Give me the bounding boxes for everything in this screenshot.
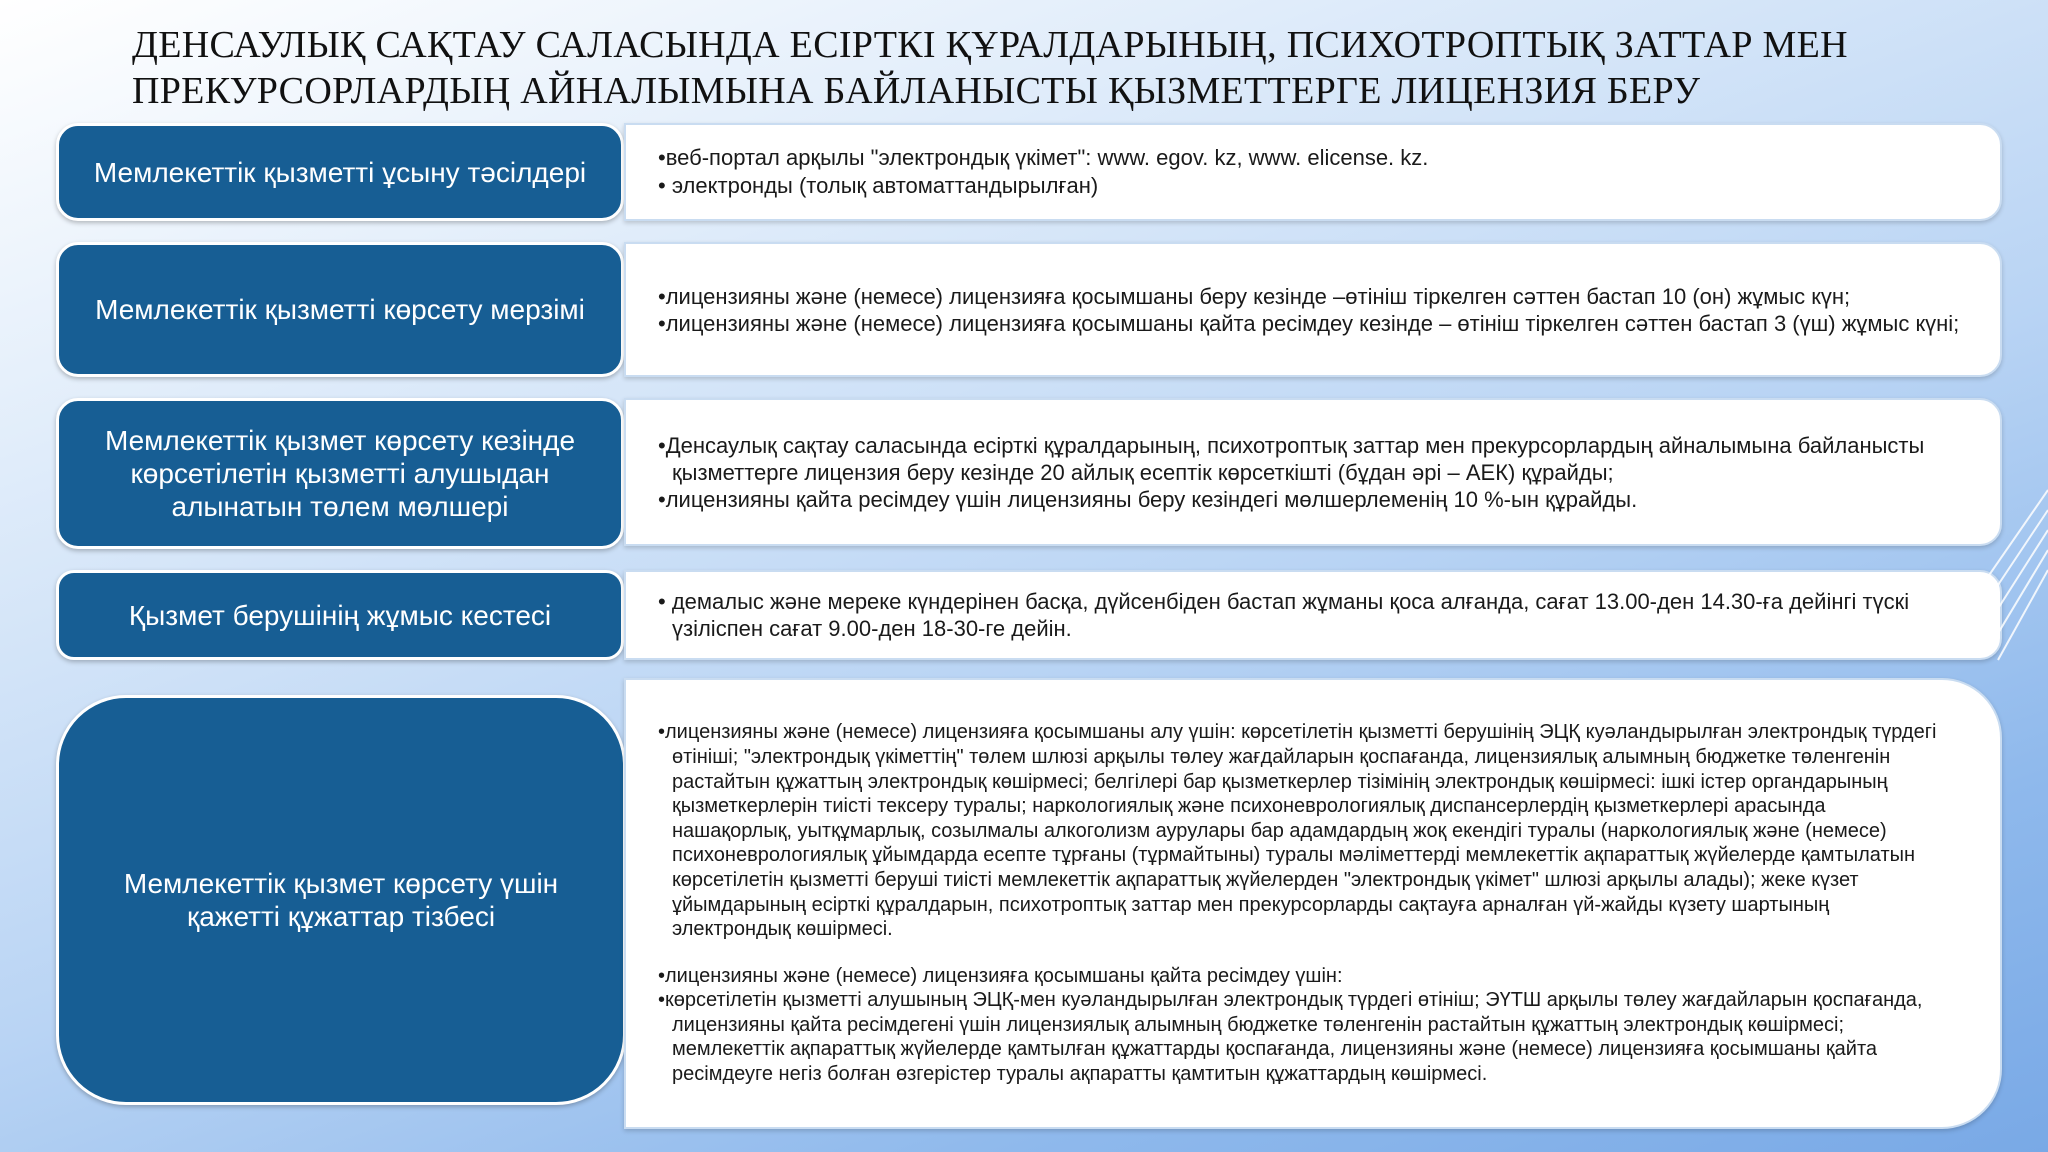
row-4-label: Қызмет берушінің жұмыс кестесі	[56, 570, 624, 660]
row-5-item-2: •лицензияны және (немесе) лицензияға қосымшаны қайта ресімдеу үшін:	[658, 964, 1343, 987]
row-5-panel	[624, 678, 2002, 1129]
row-5-item-1: •лицензияны және (немесе) лицензияға қосымшаны алу үшін: көрсетілетін қызметті берушінің ЭЦҚ куәландырылған электрондық түрдегі өтініші; "электрондық үкіметтің" төлем шлюзі арқылы төлеу жағдайларын қоспағанда, лицензиялық алымның бюджетке төленгенін растайтын құжаттың электрондық көшірмесі; белгілері бар қызметкерлер тізімінің электрондық көшірмесі: ішкі істер органдарының қызметкерлерін тиісті тексеру туралы; наркологиялық және психоневрологиялық диспансерлердің қызметкерлері арасында нашақорлық, уытқұмарлық, созылмалы алкоголизм аурулары бар адамдардың жоқ екендігі туралы (наркологиялық және (немесе) психоневрологиялық ұйымдарда есепте тұрғаны (тұрмайтыны) туралы мәліметтерді мемлекеттік ақпараттық жүйелерде қамтылатын көрсетілетін қызметті беруші тиісті мемлекеттік ақпараттық жүйелерден "электрондық үкімет" шлюзі арқылы алады); жеке күзет ұйымдарының есірткі құралдарын, психотроптық заттар мен прекурсорларды сақтауға арналған үй-жайды күзету шартының электрондық көшірмесі.	[658, 721, 1937, 941]
row-2-item-1: •лицензияны және (немесе) лицензияға қосымшаны беру кезінде –өтініш тіркелген сәттен бастап 10 (он) жұмыс күн;	[658, 283, 1851, 309]
row-3-label: Мемлекеттік қызмет көрсету кезінде көрсетілетін қызметті алушыдан алынатын төлем мөлшері	[56, 398, 624, 549]
row-3-item-1: •Денсаулық сақтау саласында есірткі құралдарының, психотроптық заттар мен прекурсорлардың айналымына байланысты қызметтерге лицензия беру кезінде 20 айлық есептік көрсеткішті (бұдан әрі – АЕК) құрайды;	[658, 432, 1925, 485]
decorative-lines	[1958, 470, 2048, 690]
row-1-item-2: • электронды (толық автоматтандырылған)	[658, 173, 1099, 198]
row-1-label: Мемлекеттік қызметті ұсыну тәсілдері	[56, 123, 624, 221]
row-5-label: Мемлекеттік қызмет көрсету үшін қажетті құжаттар тізбесі	[56, 695, 626, 1105]
row-2-item-2: •лицензияны және (немесе) лицензияға қосымшаны қайта ресімдеу кезінде – өтініш тіркелген сәттен бастап 3 (үш) жұмыс күні;	[658, 310, 1960, 336]
page-title: ДЕНСАУЛЫҚ САҚТАУ САЛАСЫНДА ЕСІРТКІ ҚҰРАЛДАРЫНЫҢ, ПСИХОТРОПТЫҚ ЗАТТАР МЕН ПРЕКУРСОРЛАРДЫҢ АЙНАЛЫМЫНА БАЙЛАНЫСТЫ ҚЫЗМЕТТЕРГЕ ЛИЦЕНЗИЯ БЕРУ	[132, 24, 1848, 112]
row-2-panel	[624, 242, 2002, 377]
row-2-label: Мемлекеттік қызметті көрсету мерзімі	[56, 242, 624, 377]
row-3-item-2: •лицензияны қайта ресімдеу үшін лицензияны беру кезіндегі мөлшерлеменің 10 %-ын құрайды.	[658, 486, 1638, 512]
row-4-panel	[624, 570, 2002, 660]
row-5-item-3: •көрсетілетін қызметті алушының ЭЦҚ-мен куәландырылған электрондық түрдегі өтініш; ЭҮТШ арқылы төлеу жағдайларын қоспағанда, лицензияны қайта ресімдегені үшін лицензиялық алымның бюджетке төленгенін растайтын құжаттың электрондық көшірмесі; мемлекеттік ақпараттық жүйелерде қамтылған құжаттарды қоспағанда, лицензияны және (немесе) лицензияға қосымшаны қайта ресімдеуге негіз болған өзгерістер туралы ақпаратты қамтитын құжаттардың көшірмесі.	[658, 989, 1923, 1086]
row-3-panel	[624, 398, 2002, 546]
row-1-panel	[624, 123, 2002, 221]
row-4-item-1: • демалыс және мереке күндерінен басқа, дүйсенбіден бастап жұманы қоса алғанда, сағат 13.00-ден 14.30-ға дейінгі түскі үзіліспен сағат 9.00-ден 18-30-ге дейін.	[658, 589, 1910, 641]
row-1-item-1: •веб-портал арқылы "электрондық үкімет": www. egov. kz, www. elicense. kz.	[658, 145, 1429, 170]
row-5-gap	[658, 942, 1940, 964]
